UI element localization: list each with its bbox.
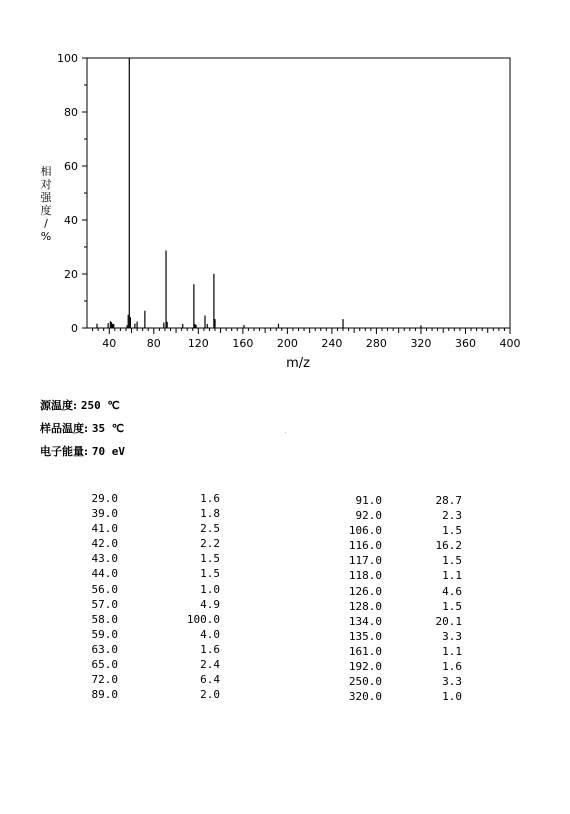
electron-energy-label: 电子能量:	[40, 445, 89, 458]
peak-table-row	[60, 687, 220, 702]
peak-table-row	[300, 523, 462, 538]
peak-abundance: 2.4	[200, 658, 220, 672]
x-tick-label: 320	[410, 337, 432, 350]
peak-table-row	[300, 568, 462, 583]
peak-abundance: 1.5	[442, 524, 462, 538]
peak-table-row	[300, 644, 462, 659]
x-tick-label: 240	[321, 337, 343, 350]
peak-abundance: 1.8	[200, 507, 220, 521]
peak-mz: 118.0	[348, 569, 382, 583]
y-tick-label: 20	[64, 268, 78, 281]
peak-table-row	[60, 642, 220, 657]
peak-mz: 128.0	[348, 599, 382, 613]
peak-mz: 192.0	[348, 660, 382, 674]
peak-mz: 161.0	[348, 644, 382, 658]
peak-mz: 42.0	[91, 537, 118, 551]
peak-table-row	[300, 689, 462, 704]
peak-mz: 106.0	[348, 524, 382, 538]
peak-table-row	[60, 536, 220, 551]
peak-abundance: 1.5	[200, 567, 220, 581]
source-temperature	[40, 397, 120, 413]
peak-mz: 135.0	[348, 629, 382, 643]
peak-abundance: 1.5	[442, 554, 462, 568]
electron-energy-value: 70 eV	[91, 445, 126, 458]
y-tick-label: 40	[64, 214, 78, 227]
peak-mz: 63.0	[91, 642, 118, 656]
y-tick-label: 100	[57, 52, 78, 65]
peak-abundance: 1.6	[442, 660, 462, 674]
x-axis-ticks	[93, 328, 521, 350]
peak-table-row	[300, 614, 462, 629]
peak-mz: 72.0	[91, 673, 118, 687]
peak-abundance: 16.2	[435, 539, 462, 553]
peak-mz: 29.0	[91, 492, 118, 505]
peak-table-row	[60, 672, 220, 687]
y-tick-label: 0	[71, 322, 78, 335]
x-tick-label: 40	[102, 337, 117, 350]
stray-dot	[285, 432, 286, 433]
peak-table-right	[300, 493, 462, 704]
y-tick-label: 80	[64, 106, 78, 119]
peak-mz: 250.0	[348, 675, 382, 689]
plot-frame	[87, 58, 510, 328]
y-axis-label	[41, 164, 53, 243]
peak-abundance: 4.9	[200, 597, 220, 611]
y-axis-label-char: 度	[40, 204, 52, 217]
peak-abundance: 4.6	[442, 584, 462, 598]
peak-abundance: 28.7	[435, 494, 462, 507]
peak-mz: 92.0	[355, 509, 382, 523]
peak-mz: 65.0	[91, 658, 118, 672]
peak-abundance: 1.5	[200, 552, 220, 566]
peak-abundance: 1.0	[442, 690, 462, 704]
peak-abundance: 2.2	[200, 537, 220, 551]
peak-table-row	[60, 597, 220, 612]
peak-abundance: 2.5	[200, 522, 220, 536]
peak-abundance: 1.6	[200, 492, 220, 505]
x-tick-label: 280	[365, 337, 387, 350]
peak-abundance: 1.5	[442, 599, 462, 613]
peak-mz: 126.0	[348, 584, 382, 598]
source-temperature-value: 250 ℃	[80, 399, 120, 412]
source-temperature-label: 源温度:	[40, 399, 78, 412]
peak-mz: 43.0	[91, 552, 118, 566]
peak-bars	[97, 58, 421, 328]
y-axis-label-char: %	[40, 230, 52, 243]
peak-mz: 39.0	[91, 507, 118, 521]
peak-mz: 134.0	[348, 614, 382, 628]
y-axis-label-char: 对	[40, 178, 52, 191]
peak-table-row	[60, 657, 220, 672]
peak-table-row	[300, 538, 462, 553]
peak-abundance: 1.6	[200, 642, 220, 656]
peak-mz: 59.0	[91, 627, 118, 641]
peak-mz: 116.0	[348, 539, 382, 553]
peak-table-row	[300, 493, 462, 508]
peak-mz: 320.0	[348, 690, 382, 704]
peak-table-row	[300, 553, 462, 568]
y-tick-label: 60	[64, 160, 78, 173]
y-axis-label-char: 相	[40, 165, 52, 178]
x-axis-label: m/z	[286, 356, 310, 371]
sample-temperature-value: 35 ℃	[91, 422, 125, 435]
x-tick-label: 400	[499, 337, 521, 350]
y-axis-label-char: /	[44, 217, 48, 230]
peak-abundance: 100.0	[186, 612, 220, 626]
peak-table-row	[300, 674, 462, 689]
x-tick-label: 360	[454, 337, 476, 350]
peak-mz: 41.0	[91, 522, 118, 536]
peak-table-row	[60, 506, 220, 521]
peak-table-row	[300, 659, 462, 674]
peak-abundance: 2.0	[200, 688, 220, 702]
electron-energy	[40, 443, 125, 459]
peak-mz: 44.0	[91, 567, 118, 581]
peak-abundance: 20.1	[435, 614, 462, 628]
peak-table-row	[300, 584, 462, 599]
peak-abundance: 1.0	[200, 582, 220, 596]
peak-table-row	[60, 491, 220, 506]
sample-temperature	[40, 420, 124, 436]
peak-table-row	[60, 612, 220, 627]
peak-table-row	[300, 629, 462, 644]
peak-abundance: 4.0	[200, 627, 220, 641]
peak-table-row	[60, 521, 220, 536]
peak-mz: 56.0	[91, 582, 118, 596]
peak-table-row	[300, 508, 462, 523]
peak-table-row	[60, 566, 220, 581]
peak-table-row	[60, 582, 220, 597]
peak-mz: 58.0	[91, 612, 118, 626]
peak-mz: 89.0	[91, 688, 118, 702]
peak-mz: 57.0	[91, 597, 118, 611]
peak-table-left	[60, 491, 220, 702]
sample-temperature-label: 样品温度:	[40, 422, 89, 435]
y-axis-label-char: 强	[40, 191, 52, 204]
peak-table-row	[300, 599, 462, 614]
x-tick-label: 200	[276, 337, 298, 350]
x-tick-label: 80	[146, 337, 161, 350]
x-tick-label: 160	[232, 337, 254, 350]
peak-table-row	[60, 627, 220, 642]
peak-mz: 91.0	[355, 494, 382, 507]
peak-mz: 117.0	[348, 554, 382, 568]
y-axis-ticks	[57, 52, 87, 335]
peak-table-row	[60, 551, 220, 566]
peak-abundance: 1.1	[442, 569, 462, 583]
x-tick-label: 120	[187, 337, 209, 350]
peak-abundance: 2.3	[442, 509, 462, 523]
peak-abundance: 3.3	[442, 629, 462, 643]
peak-abundance: 6.4	[200, 673, 220, 687]
peak-abundance: 3.3	[442, 675, 462, 689]
peak-abundance: 1.1	[442, 644, 462, 658]
mass-spectrum-chart	[0, 0, 570, 380]
